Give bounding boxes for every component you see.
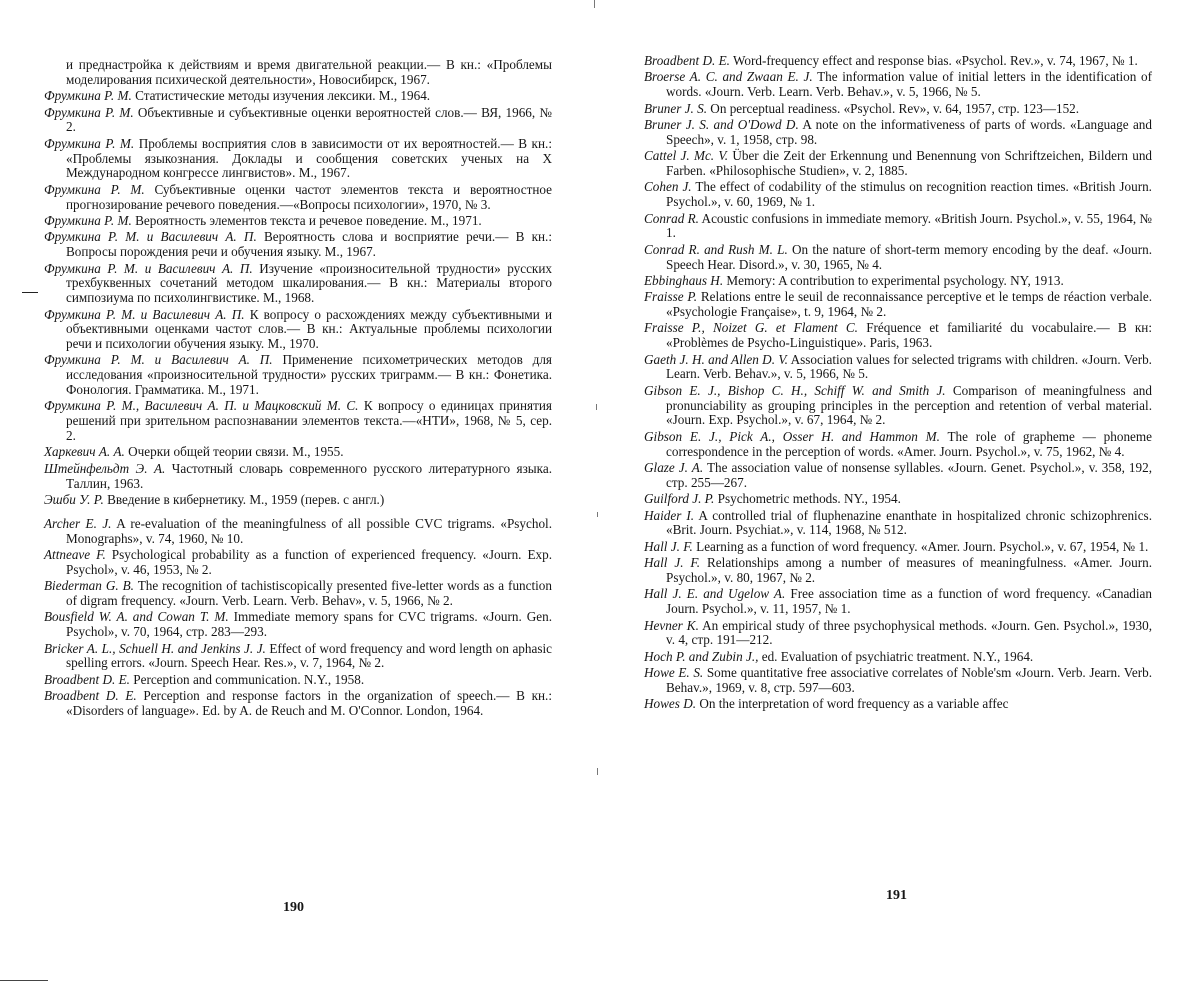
reference-entry	[44, 262, 552, 306]
reference-author: Hall J. F.	[644, 538, 693, 554]
right-page	[600, 0, 1200, 984]
reference-author: Фрумкина Р. М.	[44, 212, 132, 228]
reference-entry	[644, 321, 1152, 351]
reference-author: Gibson E. J., Pick A., Osser H. and Hammon M.	[644, 428, 940, 444]
reference-text: Relationships among a number of measures of meaningfulness. «Amer. Journ. Psychol.», v. 80, 1967, № 2.	[666, 555, 1152, 585]
reference-author: Fraisse P.	[644, 289, 698, 305]
reference-text: Perception and response factors in the organization of speech.— В кн.: «Disorders of language». Ed. by A. de Reuch and M. O'Connor. London, 1964.	[66, 688, 553, 718]
reference-entry	[44, 462, 552, 492]
reference-entry	[644, 461, 1152, 491]
reference-author: Фрумкина Р. М. и Василевич А. П.	[44, 352, 273, 368]
reference-text: On the nature of short-term memory encoding by the deaf. «Journ. Speech Hear. Disord.», v. 30, 1965, № 4.	[666, 241, 1152, 272]
reference-entry	[44, 579, 552, 609]
reference-entry	[644, 274, 1152, 289]
reference-entry	[44, 353, 552, 397]
reference-text: Очерки общей теории связи. М., 1955.	[128, 444, 344, 460]
reference-author: Штейнфельдт Э. А.	[44, 460, 166, 476]
reference-entry	[644, 666, 1152, 696]
reference-entry	[644, 650, 1152, 665]
reference-text: Вероятность элементов текста и речевое поведение. М., 1971.	[135, 212, 482, 228]
reference-text: К вопросу о единицах принятия решений при зрительном распознавании элементов текста.—«НТИ», 1968, № 5, сер. 2.	[66, 398, 553, 444]
reference-text: Проблемы восприятия слов в зависимости от их вероятностей.— В кн.: «Проблемы языкознания. Доклады и сообщения советских ученых на X Международном конгрессе лингвистов». М., 1967.	[66, 135, 552, 181]
reference-author: Фрумкина Р. М.	[44, 135, 135, 151]
reference-author: Bricker A. L., Schuell H. and Jenkins J. J.	[44, 640, 266, 656]
reference-entry	[644, 697, 1152, 712]
reference-text: и преднастройка к действиям и время двигательной реакции.— В кн.: «Проблемы моделирования психической деятельности», Новосибирск, 1967.	[66, 57, 552, 87]
reference-author: Cohen J.	[644, 179, 692, 195]
reference-author: Conrad R. and Rush M. L.	[644, 241, 788, 257]
page-number: 191	[886, 888, 907, 903]
reference-entry	[644, 212, 1152, 242]
page-number: 190	[283, 900, 304, 915]
reference-text: Вероятность слова и восприятие речи.— В кн.: Вопросы порождения речи и обучения языку. М., 1967.	[66, 229, 553, 260]
reference-text: Объективные и субъективные оценки вероятностей слов.— ВЯ, 1966, № 2.	[66, 104, 552, 135]
reference-text: Частотный словарь современного русского литературного языка. Таллин, 1963.	[66, 460, 553, 491]
reference-entry	[644, 54, 1152, 69]
reference-text: Comparison of meaningfulness and pronunciability as grouping principles in the perception and retention of verbal material. «Journ. Exp. Psychol.», v. 67, 1964, № 2.	[666, 382, 1152, 428]
reference-author: Фрумкина Р. М. и Василевич А. П.	[44, 306, 245, 322]
reference-text: Relations entre le seuil de reconnaissance perceptive et le temps de réaction verbale. «Psychologie Française», t. 9, 1964, № 2.	[666, 289, 1153, 320]
reference-author: Hall J. E. and Ugelow A.	[644, 586, 786, 602]
reference-entry	[644, 540, 1152, 555]
reference-text: The association value of nonsense syllables. «Journ. Genet. Psychol.», v. 358, 192, стр. 255—267.	[666, 460, 1152, 490]
reference-author: Archer E. J.	[44, 515, 112, 531]
reference-entry	[44, 89, 552, 104]
reference-entry	[644, 353, 1152, 383]
reference-entry	[644, 619, 1152, 649]
reference-author: Fraisse P., Noizet G. et Flament C.	[644, 320, 858, 336]
reference-text: Psychological probability as a function of experienced frequency. «Journ. Exp. Psychol», v. 46, 1953, № 2.	[66, 547, 552, 577]
reference-list	[644, 54, 1152, 714]
reference-entry	[44, 610, 552, 640]
footnote-rule	[0, 980, 48, 981]
reference-text: On perceptual readiness. «Psychol. Rev», v. 64, 1957, стр. 123—152.	[710, 100, 1080, 116]
reference-author: Hevner K.	[644, 617, 699, 633]
reference-entry	[44, 548, 552, 578]
reference-author: Gaeth J. H. and Allen D. V.	[644, 351, 788, 367]
reference-text: The effect of codability of the stimulus on recognition reaction times. «British Journ. Psychol.», v. 60, 1969, № 1.	[666, 179, 1152, 210]
reference-list	[44, 58, 552, 720]
reference-author: Bruner J. S.	[644, 100, 707, 116]
reference-entry	[44, 642, 552, 672]
reference-author: Фрумкина Р. М.	[44, 104, 134, 120]
reference-text: ed. Evaluation of psychiatric treatment. N.Y., 1964.	[761, 648, 1034, 664]
reference-author: Conrad R.	[644, 210, 699, 226]
reference-text: Изучение «произносительной трудности» русских трехбуквенных сочетаний методом шкалирования.— В кн.: Материалы второго симпозиума по психолингвистике. М., 1968.	[66, 260, 552, 306]
reference-author: Эшби У. Р.	[44, 492, 104, 508]
reference-author: Hall J. F.	[644, 555, 701, 571]
reference-author: Howe E. S.	[644, 665, 704, 681]
reference-entry	[44, 399, 552, 443]
reference-entry	[44, 137, 552, 181]
reference-author: Broadbent D. E.	[644, 53, 730, 68]
reference-text: Effect of word frequency and word length on aphasic spelling errors. «Journ. Speech Hear. Res.», v. 7, 1964, № 2.	[66, 640, 552, 671]
reference-author: Cattel J. Mc. V.	[644, 148, 729, 164]
reference-entry	[44, 58, 552, 88]
reference-author: Gibson E. J., Bishop C. H., Schiff W. and Smith J.	[644, 382, 946, 398]
reference-text: Применение психометрических методов для исследования «произносительной трудности» русских триграмм.— В кн.: Фонетика. Фонология. Грамматика. М., 1971.	[66, 352, 553, 398]
reference-entry	[644, 243, 1152, 273]
reference-text: Memory: A contribution to experimental psychology. NY, 1913.	[726, 272, 1064, 288]
reference-author: Фрумкина Р. М. и Василевич А. П.	[44, 260, 253, 276]
reference-author: Фрумкина Р. М.	[44, 181, 145, 197]
reference-text: Статистические методы изучения лексики. М., 1964.	[135, 88, 431, 104]
reference-text: Free association time as a function of word frequency. «Canadian Journ. Psychol.», v. 11, 1957, № 1.	[666, 586, 1153, 617]
reference-author: Guilford J. P.	[644, 491, 715, 507]
reference-author: Bousfield W. A. and Cowan T. M.	[44, 609, 229, 625]
reference-entry	[44, 493, 552, 508]
reference-text: Some quantitative free associative correlates of Noble'sm «Journ. Verb. Jearn. Verb. Behav.», 1969, v. 8, стр. 597—603.	[666, 665, 1153, 695]
reference-entry	[44, 214, 552, 229]
reference-text: The information value of initial letters in the identification of words. «Journ. Verb. Learn. Verb. Behav.», v. 5, 1966, № 5.	[666, 69, 1152, 100]
reference-author: Фрумкина Р. М., Василевич А. П. и Мацковский М. С.	[44, 398, 359, 414]
reference-text: Learning as a function of word frequency. «Amer. Journ. Psychol.», v. 67, 1954, № 1.	[696, 538, 1149, 554]
reference-entry	[44, 445, 552, 460]
reference-entry	[44, 183, 552, 213]
reference-entry	[644, 149, 1152, 179]
reference-text: An empirical study of three psychophysical methods. «Journ. Gen. Psychol.», 1930, v. 4, стр. 191—212.	[666, 617, 1152, 648]
reference-entry	[644, 384, 1152, 428]
reference-author: Broadbent D. E.	[44, 688, 137, 704]
reference-author: Biederman G. B.	[44, 578, 134, 594]
reference-text: Word-frequency effect and response bias. «Psychol. Rev.», v. 74, 1967, № 1.	[733, 53, 1138, 68]
reference-text: A note on the informativeness of parts of words. «Language and Speech», v. 1, 1958, стр. 98.	[666, 116, 1152, 147]
reference-author: Bruner J. S. and O'Dowd D.	[644, 116, 799, 132]
reference-text: Immediate memory spans for CVC trigrams. «Journ. Gen. Psychol», v. 70, 1964, стр. 283—293.	[66, 609, 552, 640]
reference-author: Broerse A. C. and Zwaan E. J.	[644, 69, 813, 85]
reference-author: Glaze J. A.	[644, 460, 704, 476]
reference-entry	[644, 118, 1152, 148]
reference-entry	[644, 102, 1152, 117]
reference-entry	[644, 430, 1152, 460]
reference-author: Фрумкина Р. М. и Василевич А. П.	[44, 229, 257, 245]
reference-entry	[644, 70, 1152, 100]
reference-text: Über die Zeit der Erkennung und Benennung von Schriftzeichen, Bildern und Farben. «Philosophische Studien», v. 2, 1885.	[666, 148, 1153, 178]
reference-author: Broadbent D. E.	[44, 671, 130, 687]
reference-entry	[644, 492, 1152, 507]
reference-text: Psychometric methods. NY., 1954.	[717, 491, 901, 507]
reference-entry	[644, 587, 1152, 617]
reference-text: On the interpretation of word frequency as a variable affec	[699, 696, 1009, 712]
reference-entry	[44, 673, 552, 688]
gutter-mark	[596, 404, 597, 410]
reference-text: The role of grapheme — phoneme correspondence in the perception of words. «Amer. Journ. Psychol.», v. 75, 1962, № 4.	[666, 428, 1152, 459]
reference-text: Fréquence et familiarité du vocabulaire.— В кн: «Problèmes de Psycho-Linguistique». Paris, 1963.	[666, 320, 1153, 351]
reference-entry	[44, 517, 552, 547]
reference-author: Фрумкина Р. М.	[44, 88, 132, 104]
gutter-mark	[594, 0, 595, 8]
reference-entry	[644, 180, 1152, 210]
gutter-mark	[597, 512, 598, 517]
reference-text: Perception and communication. N.Y., 1958.	[133, 671, 365, 687]
reference-entry	[44, 308, 552, 352]
gutter-mark	[597, 768, 598, 775]
reference-entry	[44, 106, 552, 136]
reference-text: Субъективные оценки частот элементов текста и вероятностное прогнозирование речевого поведения.—«Вопросы психологии», 1970, № 3.	[66, 181, 552, 212]
reference-text: A controlled trial of fluphenazine enanthate in hospitalized chronic schizophrenics. «Brit. Journ. Psychiat.», v. 114, 1968, № 512.	[666, 507, 1152, 538]
reference-entry	[644, 556, 1152, 586]
reference-author: Hoch P. and Zubin J.,	[644, 648, 759, 664]
reference-author: Howes D.	[644, 696, 697, 712]
reference-text: К вопросу о расхождениях между субъективными и объективными оценками частот слов.— В кн.: Актуальные проблемы психологии речи и психологии обучения языку. М., 1970.	[66, 306, 552, 352]
reference-entry	[644, 509, 1152, 539]
reference-entry	[44, 689, 552, 719]
reference-text: The recognition of tachistiscopically presented five-letter words as a function of digram frequency. «Journ. Verb. Learn. Verb. Behav», v. 5, 1966, № 2.	[66, 578, 552, 608]
reference-author: Haider I.	[644, 507, 695, 523]
reference-text: A re-evaluation of the meaningfulness of all possible CVC trigrams. «Psychol. Monographs», v. 74, 1960, № 10.	[66, 515, 553, 546]
reference-text: Association values for selected trigrams with children. «Journ. Verb. Learn. Verb. Behav.», v. 5, 1966, № 5.	[666, 351, 1152, 382]
reference-text: Acoustic confusions in immediate memory. «British Journ. Psychol.», v. 55, 1964, № 1.	[666, 210, 1153, 241]
reference-entry	[644, 290, 1152, 320]
reference-author: Харкевич А. А.	[44, 444, 125, 460]
reference-entry	[44, 230, 552, 260]
margin-dash	[22, 292, 38, 293]
reference-author: Attneave F.	[44, 547, 106, 563]
reference-author: Ebbinghaus H.	[644, 272, 724, 288]
reference-text: Введение в кибернетику. М., 1959 (перев. с англ.)	[107, 492, 385, 508]
